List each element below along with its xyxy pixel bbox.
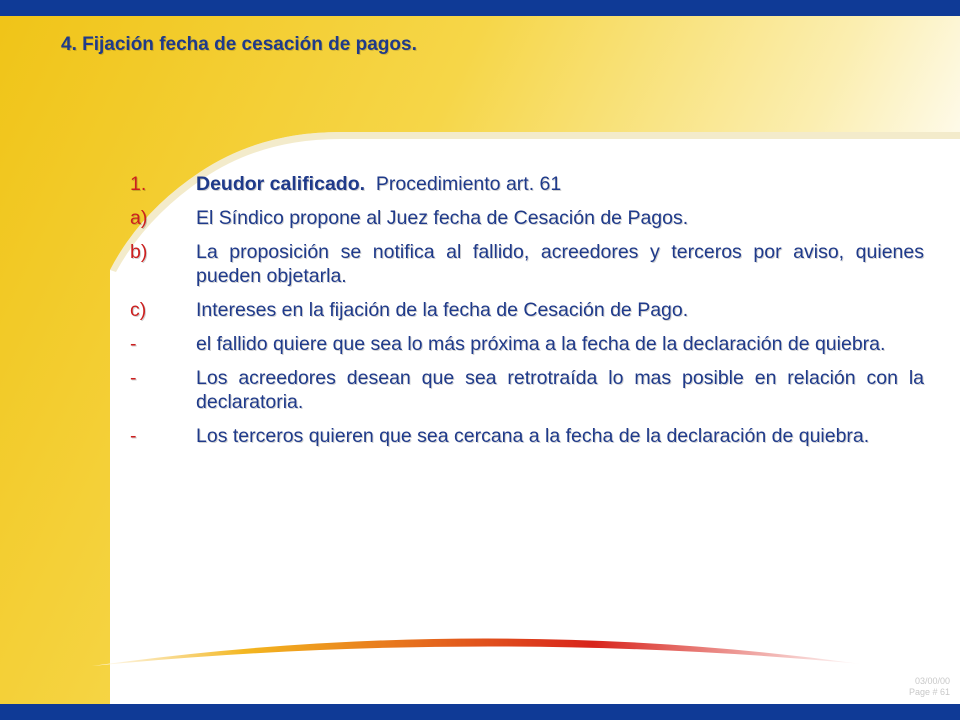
list-marker: a) xyxy=(130,207,148,229)
list-item-text: Intereses en la fijación de la fecha de Cesación de Pago. xyxy=(196,299,689,321)
list-item xyxy=(130,206,924,230)
list-item-text: Los terceros quieren que sea cercana a la fecha de la declaración de quiebra. xyxy=(196,425,870,447)
list-marker: - xyxy=(130,333,137,355)
slide-footer xyxy=(909,676,950,698)
list-item-text xyxy=(196,172,924,196)
footer-date: 03/00/00 xyxy=(914,676,950,686)
slide-title: 4. Fijación fecha de cesación de pagos. xyxy=(61,34,417,55)
list-marker: - xyxy=(130,425,137,447)
list-marker: b) xyxy=(130,241,148,263)
list-item xyxy=(130,424,924,448)
list-marker: - xyxy=(130,367,137,389)
list-item-text: La proposición se notifica al fallido, acreedores y terceros por aviso, quienes pueden objetarla. xyxy=(196,241,924,287)
list-item xyxy=(130,366,924,414)
footer-page-number: Page # 61 xyxy=(908,687,950,697)
list-item xyxy=(130,172,924,196)
decorative-swoosh xyxy=(92,638,862,666)
list-item xyxy=(130,240,924,288)
list-marker: 1. xyxy=(130,173,147,195)
bottom-bar xyxy=(0,704,960,720)
list-item xyxy=(130,298,924,322)
list-item-text: El Síndico propone al Juez fecha de Cesación de Pagos. xyxy=(196,207,689,229)
list-item-text: Los acreedores desean que sea retrotraída lo mas posible en relación con la declaratoria. xyxy=(196,367,924,413)
list-item xyxy=(130,332,924,356)
list-item-rest: Procedimiento art. 61 xyxy=(365,173,562,195)
content-list xyxy=(130,172,924,458)
list-item-bold: Deudor calificado. xyxy=(196,173,366,195)
list-marker: c) xyxy=(130,299,147,321)
list-item-text: el fallido quiere que sea lo más próxima a la fecha de la declaración de quiebra. xyxy=(196,333,886,355)
